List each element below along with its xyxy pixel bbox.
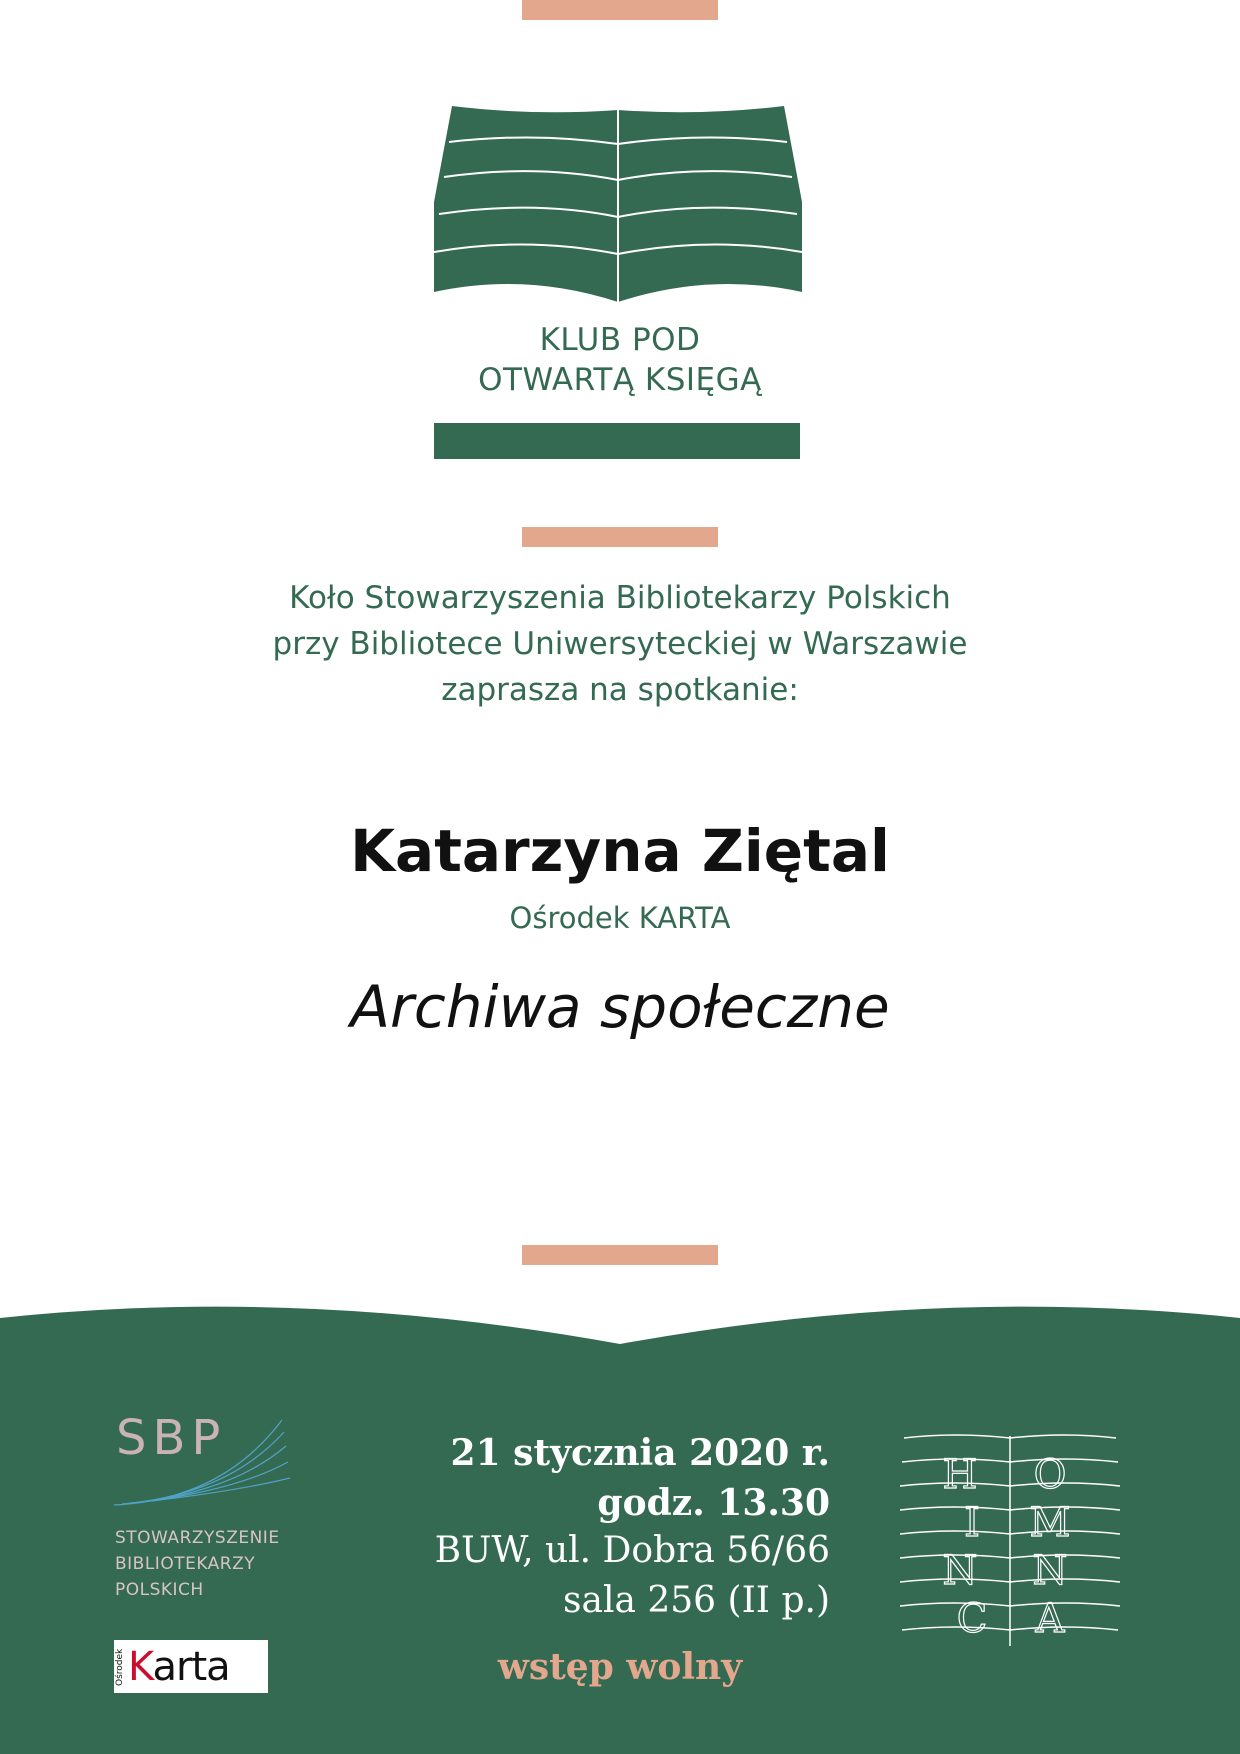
intro-text [0,575,1240,713]
sbp-name-line3: POLSKICH [115,1580,204,1600]
sbp-name-line1: STOWARZYSZENIE [115,1528,280,1548]
karta-logo-small-text: Ośrodek [115,1648,125,1686]
speaker-organization: Ośrodek KARTA [509,901,731,935]
homo-letter-n1: N [942,1548,978,1594]
club-name-line1: KLUB POD [539,322,701,358]
event-date: 21 stycznia 2020 r. [450,1432,830,1474]
homo-letter-m: M [1029,1500,1071,1546]
intro-line2: przy Bibliotece Uniwersyteckiej w Warszawie [272,626,968,662]
event-place: BUW, ul. Dobra 56/66 [434,1530,830,1571]
club-name-line2: OTWARTĄ KSIĘGĄ [478,362,762,398]
event-room: sala 256 (II p.) [563,1580,830,1621]
svg-text:SBP: SBP [116,1410,227,1466]
lower-accent-bar [522,1245,718,1265]
event-time: godz. 13.30 [597,1482,830,1524]
homo-letter-o: O [1033,1452,1067,1498]
homo-omnia-logo-icon [900,1432,1120,1648]
homo-letter-h: H [942,1452,978,1498]
karta-logo-rest: arta [152,1644,230,1690]
club-name [0,320,1240,400]
entry-free: wstęp wolny [497,1646,743,1688]
open-book-icon [434,102,802,302]
homo-letter-i: I [964,1500,980,1546]
homo-letter-a: A [1035,1596,1065,1642]
talk-title: Archiwa społeczne [350,973,890,1041]
intro-line1: Koło Stowarzyszenia Bibliotekarzy Polskich [289,580,951,616]
top-accent-bar [522,0,718,20]
speaker-name: Katarzyna Ziętal [350,817,890,885]
middle-accent-bar [522,527,718,547]
intro-line3: zaprasza na spotkanie: [441,672,799,708]
sbp-name [115,1525,315,1603]
homo-letter-n2: N [1032,1548,1068,1594]
logo-base-bar [434,423,800,459]
karta-logo-k: K [128,1644,153,1690]
sbp-name-line2: BIBLIOTEKARZY [115,1554,256,1574]
sbp-logo-icon [112,1410,292,1510]
homo-letter-c: C [956,1596,988,1642]
